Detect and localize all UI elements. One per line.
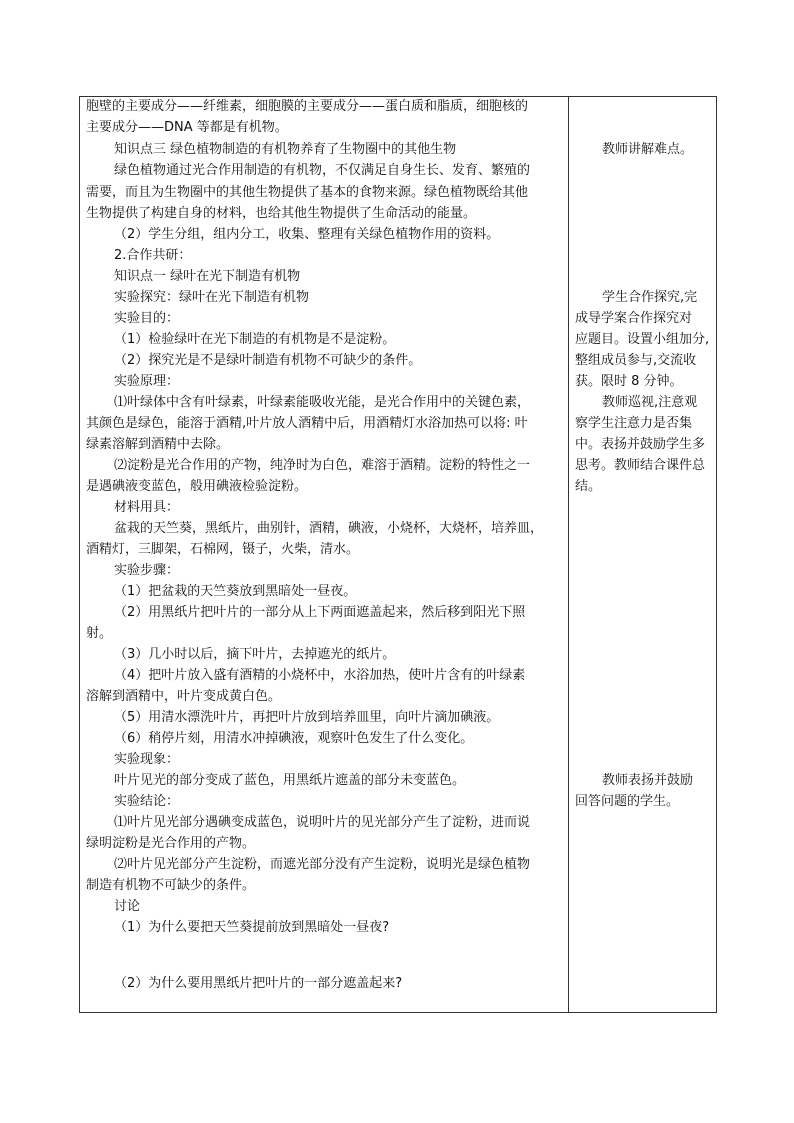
text-line: 射。: [86, 626, 113, 641]
teacher-note: 中。表扬并鼓励学生多: [575, 437, 706, 452]
text-line: 胞壁的主要成分——纤维素，细胞膜的主要成分——蛋白质和脂质，细胞核的: [86, 99, 529, 114]
text-line: （3）几小时以后，摘下叶片，去掉遮光的纸片。: [114, 647, 396, 662]
text-line: 酒精灯，三脚架，石棉网，镊子，火柴，清水。: [86, 542, 360, 557]
text-line: 是遇碘液变蓝色，般用碘液检验淀粉。: [86, 479, 308, 494]
teacher-note: 应题目。设置小组加分,: [575, 332, 710, 347]
text-line: （1）检验绿叶在光下制造的有机物是不是淀粉。: [114, 332, 396, 347]
text-line: 绿素溶解到酒精中去除。: [86, 437, 230, 452]
text-line: （1）把盆栽的天竺葵放到黑暗处一昼夜。: [114, 584, 357, 599]
text-line: ⑵叶片见光部分产生淀粉，而遮光部分没有产生淀粉，说明光是绿色植物: [114, 857, 531, 872]
text-line: ⑵淀粉是光合作用的产物，纯净时为白色，难溶于酒精。淀粉的特性之一: [114, 458, 531, 473]
teacher-note: 整组成员参与,交流收: [575, 353, 697, 368]
text-line: 制造有机物不可缺少的条件。: [86, 878, 256, 893]
text-line: 实验现象：: [114, 752, 180, 767]
teacher-note: 获。限时 8 分钟。: [575, 374, 683, 389]
text-line: （6）稍停片刻，用清水冲掉碘液，观察叶色发生了什么变化。: [114, 731, 474, 746]
teacher-note: 思考。教师结合课件总: [575, 458, 706, 473]
section-heading: 2.合作共研：: [114, 248, 192, 263]
text-line: 主要成分——DNA 等都是有机物。: [86, 120, 288, 135]
text-line: 实验原理：: [114, 374, 180, 389]
teacher-note: 结。: [575, 479, 602, 494]
text-line: 溶解到酒精中，叶片变成黄白色。: [86, 689, 282, 704]
text-line: 绿明淀粉是光合作用的产物。: [86, 836, 256, 851]
text-line: （4）把叶片放入盛有酒精的小烧杯中，水浴加热，使叶片含有的叶绿素: [114, 668, 526, 683]
text-line: 叶片见光的部分变成了蓝色，用黑纸片遮盖的部分未变蓝色。: [114, 773, 466, 788]
text-line: 需要，而且为生物圈中的其他生物提供了基本的食物来源。绿色植物既给其他: [86, 185, 529, 200]
text-line: 材料用具：: [114, 500, 180, 515]
text-line: （2）为什么要用黑纸片把叶片的一部分遮盖起来?: [114, 976, 403, 991]
section-heading: 知识点三 绿色植物制造的有机物养育了生物圈中的其他生物: [114, 142, 457, 157]
text-line: 生物提供了构建自身的材料，也给其他生物提供了生命活动的能量。: [86, 206, 477, 221]
text-line: （5）用清水漂洗叶片，再把叶片放到培养皿里，向叶片滴加碘液。: [114, 710, 500, 725]
teacher-note: 成导学案合作探究对: [575, 311, 693, 326]
teacher-note: 教师表扬并鼓励: [602, 773, 694, 788]
text-line: 实验步骤：: [114, 563, 180, 578]
teacher-note: 察学生注意力是否集: [575, 416, 693, 431]
teacher-note: 教师讲解难点。: [602, 142, 694, 157]
teacher-note: 教师巡视,注意观: [602, 395, 698, 410]
text-line: ⑴叶片见光部分遇碘变成蓝色，说明叶片的见光部分产生了淀粉，进而说: [114, 815, 531, 830]
text-line: （2）探究光是不是绿叶制造有机物不可缺少的条件。: [114, 353, 422, 368]
text-line: 讨论: [114, 899, 141, 914]
text-line: 其颜色是绿色，能溶于酒精,叶片放人酒精中后，用酒精灯水浴加热可以将: 叶: [86, 416, 528, 431]
text-line: ⑴叶绿体中含有叶绿素，叶绿素能吸收光能，是光合作用中的关键色素，: [114, 395, 531, 410]
text-line: 盆栽的天竺葵，黑纸片，曲别针，酒精，碘液，小烧杯，大烧杯，培养皿，: [114, 521, 544, 536]
text-line: 实验目的：: [114, 311, 180, 326]
text-line: 实验结论：: [114, 794, 180, 809]
text-line: 实验探究：绿叶在光下制造有机物: [114, 290, 310, 305]
text-line: 绿色植物通过光合作用制造的有机物，不仅满足自身生长、发育、繁殖的: [114, 163, 531, 178]
teacher-note: 回答问题的学生。: [575, 794, 680, 809]
text-line: （2）学生分组，组内分工，收集、整理有关绿色植物作用的资料。: [114, 227, 500, 242]
text-line: （2）用黑纸片把叶片的一部分从上下两面遮盖起来，然后移到阳光下照: [114, 605, 526, 620]
column-divider: [568, 96, 569, 1013]
text-line: （1）为什么要把天竺葵提前放到黑暗处一昼夜?: [114, 920, 390, 935]
section-heading: 知识点一 绿叶在光下制造有机物: [114, 269, 301, 284]
teacher-note: 学生合作探究,完: [602, 290, 698, 305]
